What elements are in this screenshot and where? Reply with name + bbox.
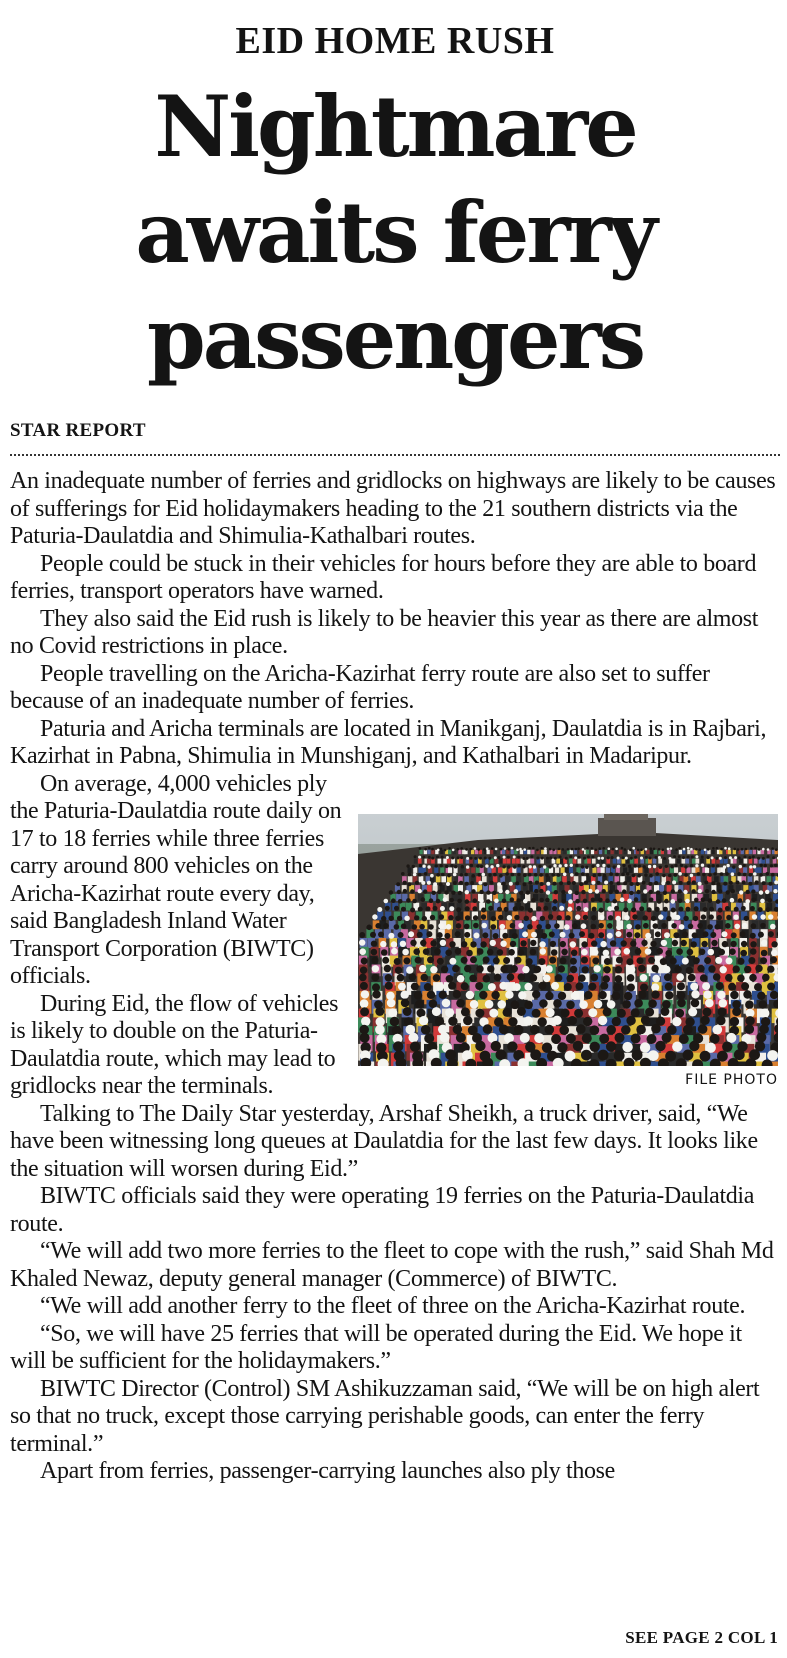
byline: STAR REPORT xyxy=(10,420,146,441)
paragraph-14: Apart from ferries, passenger-carrying launches also ply those xyxy=(40,1458,615,1484)
paragraph-1: An inadequate number of ferries and gridlocks on highways are likely to be causes of sufferings for Eid holidaymakers heading to the 21 southern districts via the Paturia-Daulatdia and Shimulia-Kathalbari routes. xyxy=(10,468,776,549)
paragraph-11: “We will add another ferry to the fleet of three on the Aricha-Kazirhat route. xyxy=(40,1293,746,1319)
article xyxy=(10,0,780,1658)
kicker: EID HOME RUSH xyxy=(235,20,555,62)
paragraph-7: During Eid, the flow of vehicles is likely to double on the Paturia-Daulatdia route, which may lead to gridlocks near the terminals. xyxy=(10,990,339,1099)
paragraph-3: They also said the Eid rush is likely to be heavier this year as there are almost no Covid restrictions in place. xyxy=(10,605,759,659)
crowded-ferry-photo xyxy=(358,814,778,1066)
paragraph-6: On average, 4,000 vehicles ply the Paturia-Daulatdia route daily on 17 to 18 ferries while three ferries carry around 800 vehicles on the Aricha-Kazirhat route every day, said Bangladesh Inland Water Transport Corporation (BIWTC) officials. xyxy=(10,770,342,989)
paragraph-2: People could be stuck in their vehicles for hours before they are able to board ferries, transport operators have warned. xyxy=(10,550,757,604)
paragraph-9: BIWTC officials said they were operating 19 ferries on the Paturia-Daulatdia route. xyxy=(10,1183,755,1237)
headline-line-2: awaits ferry xyxy=(135,183,655,282)
headline xyxy=(10,74,780,392)
paragraph-5: Paturia and Aricha terminals are located in Manikganj, Daulatdia is in Rajbari, Kazirhat in Pabna, Shimulia in Munshiganj, and Kathalbari in Madaripur. xyxy=(10,715,767,769)
headline-line-3: passengers xyxy=(147,289,643,388)
paragraph-13: BIWTC Director (Control) SM Ashikuzzaman said, “We will be on high alert so that no truck, except those carrying perishable goods, can enter the ferry terminal.” xyxy=(10,1375,760,1457)
paragraph-10: “We will add two more ferries to the fleet to cope with the rush,” said Shah Md Khaled Newaz, deputy general manager (Commerce) of BIWTC. xyxy=(10,1238,774,1292)
paragraph-8: Talking to The Daily Star yesterday, Arshaf Sheikh, a truck driver, said, “We have been witnessing long queues at Daulatdia for the last few days. It looks like the situation will worsen during Eid.” xyxy=(10,1100,758,1182)
headline-line-1: Nightmare xyxy=(154,77,636,176)
photo-credit: FILE PHOTO xyxy=(685,1072,778,1088)
paragraph-12: “So, we will have 25 ferries that will be operated during the Eid. We hope it will be sufficient for the holidaymakers.” xyxy=(10,1320,742,1374)
dotted-divider xyxy=(10,454,780,456)
continued-jump: SEE PAGE 2 COL 1 xyxy=(625,1628,778,1647)
paragraph-4: People travelling on the Aricha-Kazirhat ferry route are also set to suffer because of an inadequate number of ferries. xyxy=(10,660,710,714)
